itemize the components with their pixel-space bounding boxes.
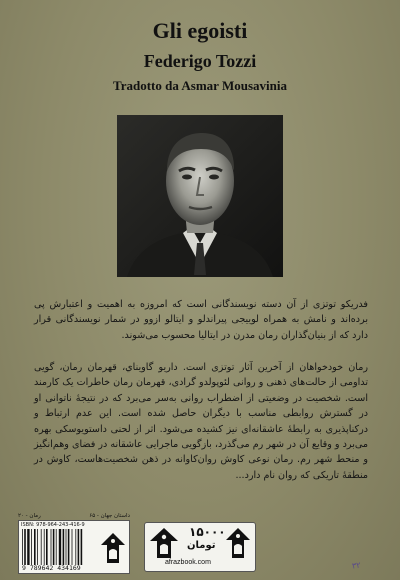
translator-line: Tradotto da Asmar Mousavinia	[113, 78, 287, 93]
series-info-row	[18, 512, 130, 520]
series-left-label: رمان - ۲۰	[18, 513, 41, 519]
isbn-text: ISBN: 978-964-243-416-9	[21, 522, 85, 528]
portrait-photo-icon	[117, 115, 283, 277]
corner-stamp-mark: ۳۲	[351, 560, 362, 571]
ofogh-publisher-logo-icon	[99, 531, 127, 565]
series-right-label: داستان جهان - ۶۵	[89, 513, 130, 519]
barcode-box	[18, 520, 130, 574]
barcode-icon	[22, 529, 94, 565]
price-box	[144, 522, 256, 572]
barcode-digits: 9 789642 434169	[22, 564, 81, 572]
description-paragraph-2: رمان خودخواهان از آخرین آثار توتزی است. داریو گاویناي، قهرمان رمان، گویی تداومی از حالت‌های ذهنی و روانی لئوپولدو گرادی، قهرمان رمان خاطرات یک کارمند است. شخصیت در وضعیتی از اضطراب روانی به‌سر می‌برد که در نتیجهٔ ناتوانی او در گسترش روابطی مناسب با دیگران حاصل شده است. این عدم ارتباط و درکناپذیری به رابطهٔ عاشقانه‌ای نیز کشیده می‌شود. اثر از لحنی داستویوسکی بهره می‌برد و وقایع آن در شهر رم می‌گذرد، بازگویی ماجرایی عاشقانه در فضای وهم‌انگیز و منحط شهر رم. رمان نوعی کاوش روان‌کاوانه در ذهن شخصیت‌هاست، کاوش در منطقهٔ تاریکی که روان نام دارد...	[34, 362, 368, 481]
author-portrait	[117, 115, 283, 277]
ofogh-publisher-logo-icon	[225, 527, 251, 559]
price-currency: تومان	[187, 540, 216, 551]
book-title: Gli egoisti	[152, 18, 248, 43]
title-block	[0, 18, 400, 94]
price-amount: ۱۵۰۰۰	[189, 525, 226, 539]
publisher-website: afrazbook.com	[165, 559, 211, 566]
description-paragraph-1: فدریکو توتزی از آن دسته نویسندگانی است که امروزه به اهمیت و اعتبارش پی برده‌اند و نامش به همراه لوییجی پیراندلو و ایتالو ازوو در شمار نویسندگانی قرار دارد که از بنیان‌گذاران رمان مدرن در ایتالیا محسوب می‌شوند.	[34, 299, 368, 341]
ofogh-publisher-logo-icon	[149, 527, 179, 559]
author-name: Federigo Tozzi	[143, 51, 257, 71]
